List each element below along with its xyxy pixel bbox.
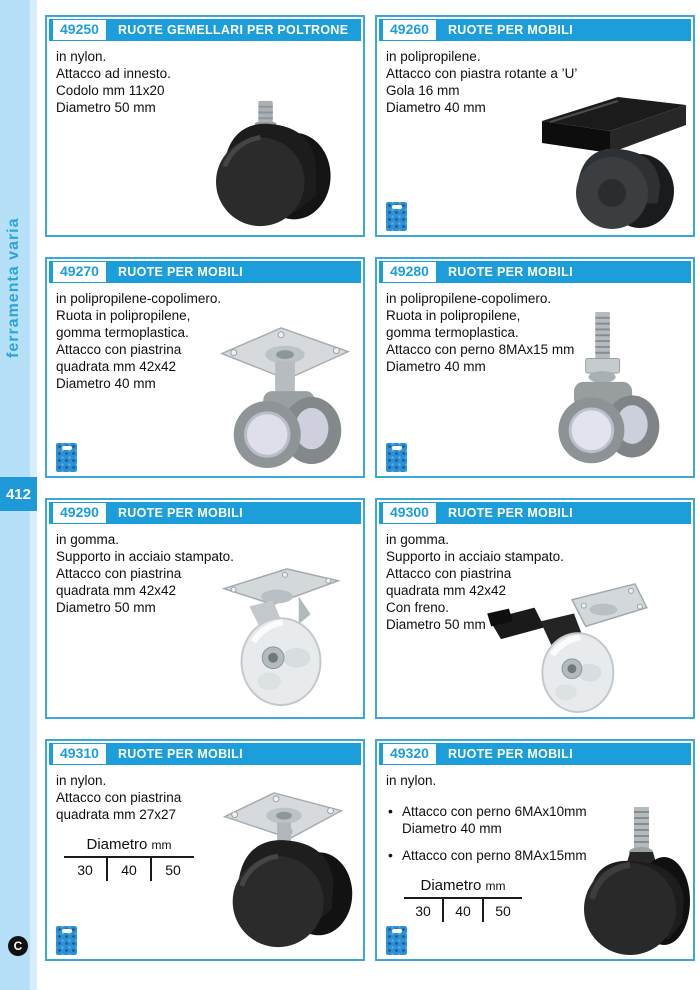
diameter-table-header [404,877,522,899]
product-title: RUOTE PER MOBILI [447,747,573,761]
product-cell-49280 [375,257,695,478]
product-code: 49250 [53,20,106,40]
product-title: RUOTE PER MOBILI [447,265,573,279]
description-line: Attacco con piastrina [56,790,182,805]
product-cell-49270 [45,257,365,478]
description-line: Supporto in acciaio stampato. [56,549,234,564]
product-cell-49320 [375,739,695,961]
diameter-table-header [64,836,194,858]
product-description [47,41,363,116]
description-line: in polipropilene. [386,49,481,64]
description-line: Diametro 40 mm [386,100,486,115]
section-label: ferramenta varia [5,217,22,358]
diameter-label: Diametro [86,836,148,853]
description-line: Diametro 50 mm [386,617,486,632]
product-header [49,261,361,283]
description-line: Attacco con piastrina [386,566,512,581]
product-code: 49300 [383,503,436,523]
diameter-table [404,877,522,922]
product-description [47,524,363,616]
description-line: in gomma. [386,532,450,547]
product-header [379,19,691,41]
diameter-unit: mm [485,879,506,893]
product-description [47,283,363,392]
product-code: 49320 [383,744,436,764]
description-line: Diametro 50 mm [56,600,156,615]
product-header [379,743,691,765]
description-line: gomma termoplastica. [386,325,519,340]
product-code: 49310 [53,744,106,764]
description-line: in polipropilene-copolimero. [386,291,552,306]
bag-packaging-icon [386,202,407,231]
bag-packaging-icon [386,926,407,955]
bullet-subline: Diametro 40 mm [402,821,502,836]
description-line: Attacco con perno 8MAx15 mm [386,342,575,357]
description-line: Attacco con piastra rotante a ’U’ [386,66,578,81]
product-title: RUOTE PER MOBILI [117,265,243,279]
description-line: quadrata mm 42x42 [386,583,507,598]
product-code: 49290 [53,503,106,523]
description-line: Ruota in polipropilene, [56,308,191,323]
product-cell-49250 [45,15,365,237]
bullet-list [386,803,693,864]
bullet-text: Attacco con perno 8MAx15mm [402,848,587,863]
product-title: RUOTE PER MOBILI [117,506,243,520]
description-line: Attacco ad innesto. [56,66,171,81]
diameter-value: 50 [150,858,194,881]
product-title: RUOTE PER MOBILI [447,23,573,37]
product-header [379,502,691,524]
diameter-table [64,836,194,881]
product-description [377,283,693,375]
product-cell-49300 [375,498,695,719]
description-line: quadrata mm 27x27 [56,807,177,822]
description-line: Diametro 40 mm [56,376,156,391]
diameter-value: 50 [482,899,522,922]
diameter-value: 40 [106,858,150,881]
product-description [377,41,693,116]
description-line: in gomma. [56,532,120,547]
product-code: 49270 [53,262,106,282]
bag-packaging-icon [56,443,77,472]
bullet-item [386,803,693,820]
product-cell-49260 [375,15,695,237]
product-header [49,743,361,765]
description-line: in nylon. [56,49,107,64]
description-line: Attacco con piastrina [56,566,182,581]
bullet-icon [386,847,402,864]
diameter-values-row [404,899,522,922]
description-line: Diametro 40 mm [386,359,486,374]
product-code: 49260 [383,20,436,40]
bullet-icon [386,803,402,820]
publisher-logo-icon: C [8,936,28,956]
description-line: in nylon. [386,773,437,788]
diameter-value: 30 [415,903,431,919]
description-line: Attacco con piastrina [56,342,182,357]
description-line: Gola 16 mm [386,83,460,98]
description-line: Codolo mm 11x20 [56,83,165,98]
diameter-value: 30 [77,862,93,878]
diameter-value: 40 [442,899,482,922]
product-code: 49280 [383,262,436,282]
bullet-text: Attacco con perno 6MAx10mm [402,804,587,819]
product-header [379,261,691,283]
product-title: RUOTE GEMELLARI PER POLTRONE [117,23,349,37]
diameter-unit: mm [151,838,172,852]
diameter-values-row [64,858,194,881]
product-description [47,765,363,881]
description-line: in nylon. [56,773,107,788]
product-cell-49290 [45,498,365,719]
description-line: Diametro 50 mm [56,100,156,115]
description-line: Ruota in polipropilene, [386,308,521,323]
bag-packaging-icon [56,926,77,955]
product-description [377,524,693,633]
description-line: quadrata mm 42x42 [56,359,177,374]
description-line: gomma termoplastica. [56,325,189,340]
description-line: Supporto in acciaio stampato. [386,549,564,564]
product-cell-49310 [45,739,365,961]
diameter-label: Diametro [420,877,482,894]
product-title: RUOTE PER MOBILI [447,506,573,520]
product-description [377,765,693,922]
product-header [49,19,361,41]
page-number-badge: 412 [0,477,37,511]
bag-packaging-icon [386,443,407,472]
description-line: quadrata mm 42x42 [56,583,177,598]
bullet-item [386,847,693,864]
product-photo-black-twin-caster-stem [198,99,338,229]
product-header [49,502,361,524]
description-line: in polipropilene-copolimero. [56,291,222,306]
product-title: RUOTE PER MOBILI [117,747,243,761]
product-grid [45,15,695,961]
description-line: Con freno. [386,600,450,615]
